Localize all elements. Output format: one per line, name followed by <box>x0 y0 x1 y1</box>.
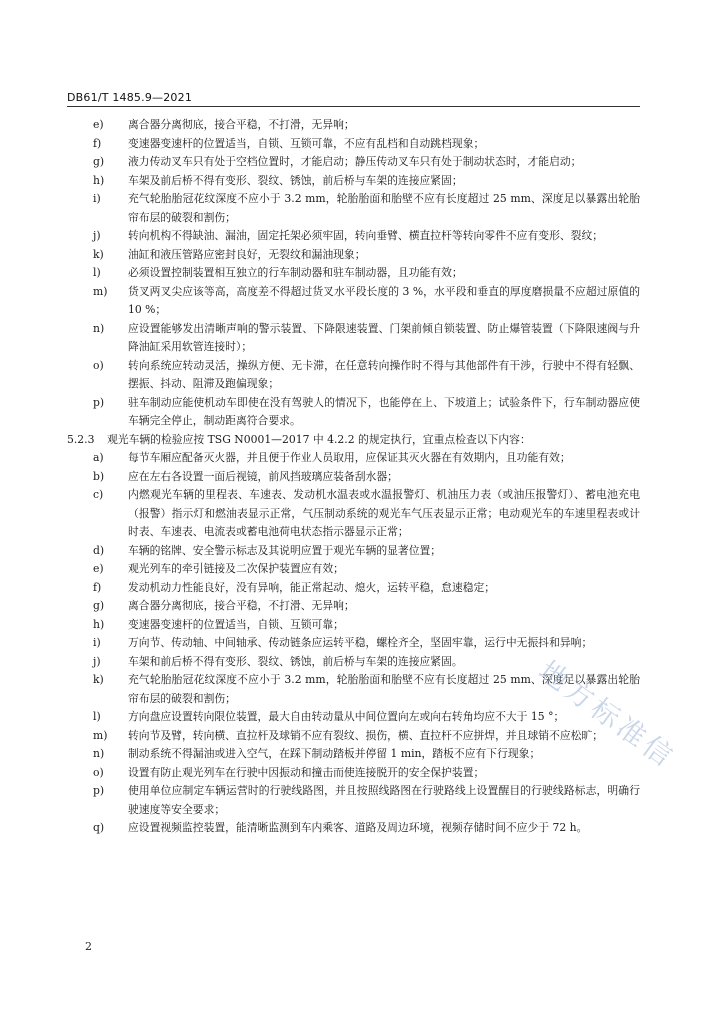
list-item-text: 车架及前后桥不得有变形、裂纹、锈蚀，前后桥与车架的连接应紧固； <box>128 173 463 187</box>
list-item-text: 油缸和液压管路应密封良好，无裂纹和漏油现象； <box>128 247 366 261</box>
list-item <box>67 782 640 819</box>
list-item <box>67 246 640 265</box>
list-item-text: 必须设置控制装置相互独立的行车制动器和驻车制动器，且功能有效； <box>128 266 463 279</box>
list-item-marker: k) <box>93 247 104 261</box>
list-item-marker: m) <box>93 284 108 298</box>
watermark-text: 地方标准信 <box>532 654 682 775</box>
list-item-marker: l) <box>93 266 101 279</box>
list-item <box>67 116 640 135</box>
list-item-text: 液力传动叉车只有处于空档位置时，才能启动；静压传动叉车只有处于制动状态时，才能启动； <box>128 155 582 168</box>
list-item <box>67 135 640 154</box>
list-item-text: 货叉两叉尖应该等高，高度差不得超过货叉水平段长度的 3 %，水平段和垂直的厚度磨损量不应超过原值的 10 %； <box>128 284 640 316</box>
list-item <box>67 320 640 357</box>
list-item <box>67 227 640 246</box>
list-item-marker: h) <box>93 617 105 631</box>
header-rule <box>67 106 640 107</box>
list-item-text: 使用单位应制定车辆运营时的行驶线路图，并且按照线路图在行驶路线上设置醒目的行驶线路标志，明确行驶速度等安全要求； <box>128 784 640 816</box>
list-item-text: 驻车制动应能使机动车即使在没有驾驶人的情况下，也能停在上、下坡道上；试验条件下，行车制动器应使车辆完全停止，制动距离符合要求。 <box>128 395 640 427</box>
list-item-text: 应在左右各设置一面后视镜，前风挡玻璃应装备刮水器； <box>128 469 398 483</box>
list-item-marker: k) <box>93 673 104 686</box>
list-item-text: 内燃观光车辆的里程表、车速表、发动机水温表或水温报警灯、机油压力表（或油压报警灯）、蓄电池充电（报警）指示灯和燃油表显示正常，气压制动系统的观光车气压表显示正常；电动观光车的车速里程表或计时表、车速表、电流表或蓄电池荷电状态指示器显示正常； <box>128 488 640 538</box>
list-item-text: 车架和前后桥不得有变形、裂纹、锈蚀，前后桥与车架的连接应紧固。 <box>128 654 463 668</box>
list-item <box>67 153 640 172</box>
list-item <box>67 560 640 579</box>
list-item-text: 充气轮胎胎冠花纹深度不应小于 3.2 mm，轮胎胎面和胎壁不应有长度超过 25 mm、深度足以暴露出轮胎帘布层的破裂和割伤； <box>128 673 640 705</box>
list-item-marker: i) <box>93 192 101 205</box>
list-item-text: 制动系统不得漏油或进入空气，在踩下制动踏板并停留 1 min，踏板不应有下行现象； <box>128 747 541 760</box>
list-item-marker: f) <box>93 136 102 150</box>
section-number: 5.2.3 <box>67 432 95 446</box>
list-item-marker: b) <box>93 469 105 483</box>
list-item <box>67 172 640 191</box>
list-item-text: 万向节、传动轴、中间轴承、传动链条应运转平稳，螺栓齐全，坚固牢靠，运行中无振抖和异响； <box>128 636 593 649</box>
list-item-text: 转向节及臂，转向横、直拉杆及球销不应有裂纹、损伤，横、直拉杆不应拼焊，并且球销不应松旷； <box>128 728 604 742</box>
document-body <box>67 116 640 838</box>
list-item-text: 充气轮胎胎冠花纹深度不应小于 3.2 mm，轮胎胎面和胎壁不应有长度超过 25 mm、深度足以暴露出轮胎帘布层的破裂和割伤； <box>128 192 640 224</box>
list-item <box>67 449 640 468</box>
list-item-marker: i) <box>93 636 101 649</box>
list-item-text: 离合器分离彻底，接合平稳，不打滑、无异响； <box>128 599 355 612</box>
list-item <box>67 486 640 542</box>
list-item <box>67 597 640 616</box>
list-item-text: 变速器变速杆的位置适当，自锁、互锁可靠； <box>128 617 344 631</box>
list-item-text: 变速器变速杆的位置适当，自锁、互锁可靠，不应有乱档和自动跳档现象； <box>128 136 485 150</box>
list-item-text: 观光列车的牵引链接及二次保护装置应有效； <box>128 562 344 575</box>
list-item-text: 应设置视频监控装置，能清晰监测到车内乘客、道路及周边环境，视频存储时间不应少于 72 h。 <box>128 821 588 834</box>
list-item-marker: n) <box>93 321 105 335</box>
list-item-marker: g) <box>93 599 105 612</box>
list-item-marker: n) <box>93 747 105 760</box>
list-item <box>67 283 640 320</box>
list-item-text: 设置有防止观光列车在行驶中因振动和撞击而使连接脱开的安全保护装置； <box>128 765 485 779</box>
section-5-2-3 <box>67 431 640 450</box>
list-item-marker: d) <box>93 543 105 557</box>
list-continued <box>67 116 640 431</box>
list-item <box>67 394 640 431</box>
document-number: DB61/T 1485.9—2021 <box>67 91 193 104</box>
list-item-marker: c) <box>93 488 104 501</box>
list-item-marker: a) <box>93 451 104 464</box>
list-item-marker: o) <box>93 358 104 372</box>
list-item <box>67 190 640 227</box>
list-item-marker: f) <box>93 580 102 594</box>
list-item <box>67 745 640 764</box>
list-item-marker: p) <box>93 395 105 409</box>
list-item <box>67 616 640 635</box>
list-item <box>67 819 640 838</box>
list-item-text: 车辆的铭牌、安全警示标志及其说明应置于观光车辆的显著位置； <box>128 543 442 557</box>
list-item-marker: j) <box>93 654 101 668</box>
list-item-text: 转向系统应转动灵活，操纵方便、无卡滞，在任意转向操作时不得与其他部件有干涉，行驶中不得有轻飘、摆振、抖动、阻滞及跑偏现象； <box>128 358 640 390</box>
list-item-text: 离合器分离彻底，接合平稳，不打滑，无异响； <box>128 118 355 131</box>
list-item-marker: e) <box>93 118 104 131</box>
list-item-marker: e) <box>93 562 104 575</box>
list-item-marker: g) <box>93 155 105 168</box>
list-item <box>67 264 640 283</box>
list-item-marker: l) <box>93 710 101 723</box>
list-item-marker: j) <box>93 229 101 242</box>
list-item-marker: p) <box>93 784 105 797</box>
list-item-marker: o) <box>93 765 104 779</box>
list-sightseeing-vehicle <box>67 449 640 838</box>
section-text: 观光车辆的检验应按 TSG N0001—2017 中 4.2.2 的规定执行，宜重点检查以下内容： <box>107 432 531 446</box>
list-item-marker: h) <box>93 173 105 187</box>
list-item <box>67 357 640 394</box>
list-item-text: 转向机构不得缺油、漏油，固定托架必须牢固，转向垂臂、横直拉杆等转向零件不应有变形、裂纹； <box>128 229 604 242</box>
list-item-text: 发动机动力性能良好，没有异响，能正常起动、熄火，运转平稳，怠速稳定； <box>128 580 496 594</box>
list-item-marker: q) <box>93 821 105 834</box>
list-item <box>67 708 640 727</box>
list-item-text: 方向盘应设置转向限位装置，最大自由转动量从中间位置向左或向右转角均应不大于 15 °； <box>128 710 565 723</box>
list-item <box>67 468 640 487</box>
list-item-marker: m) <box>93 728 108 742</box>
list-item <box>67 579 640 598</box>
page-number: 2 <box>85 940 92 953</box>
list-item <box>67 542 640 561</box>
list-item-text: 每节车厢应配备灭火器，并且便于作业人员取用，应保证其灭火器在有效期内，且功能有效； <box>128 451 571 464</box>
list-item-text: 应设置能够发出清晰声响的警示装置、下降限速装置、门架前倾自锁装置、防止爆管装置（下降限速阀与升降油缸采用软管连接时）； <box>128 321 640 353</box>
list-item <box>67 764 640 783</box>
list-item <box>67 727 640 746</box>
